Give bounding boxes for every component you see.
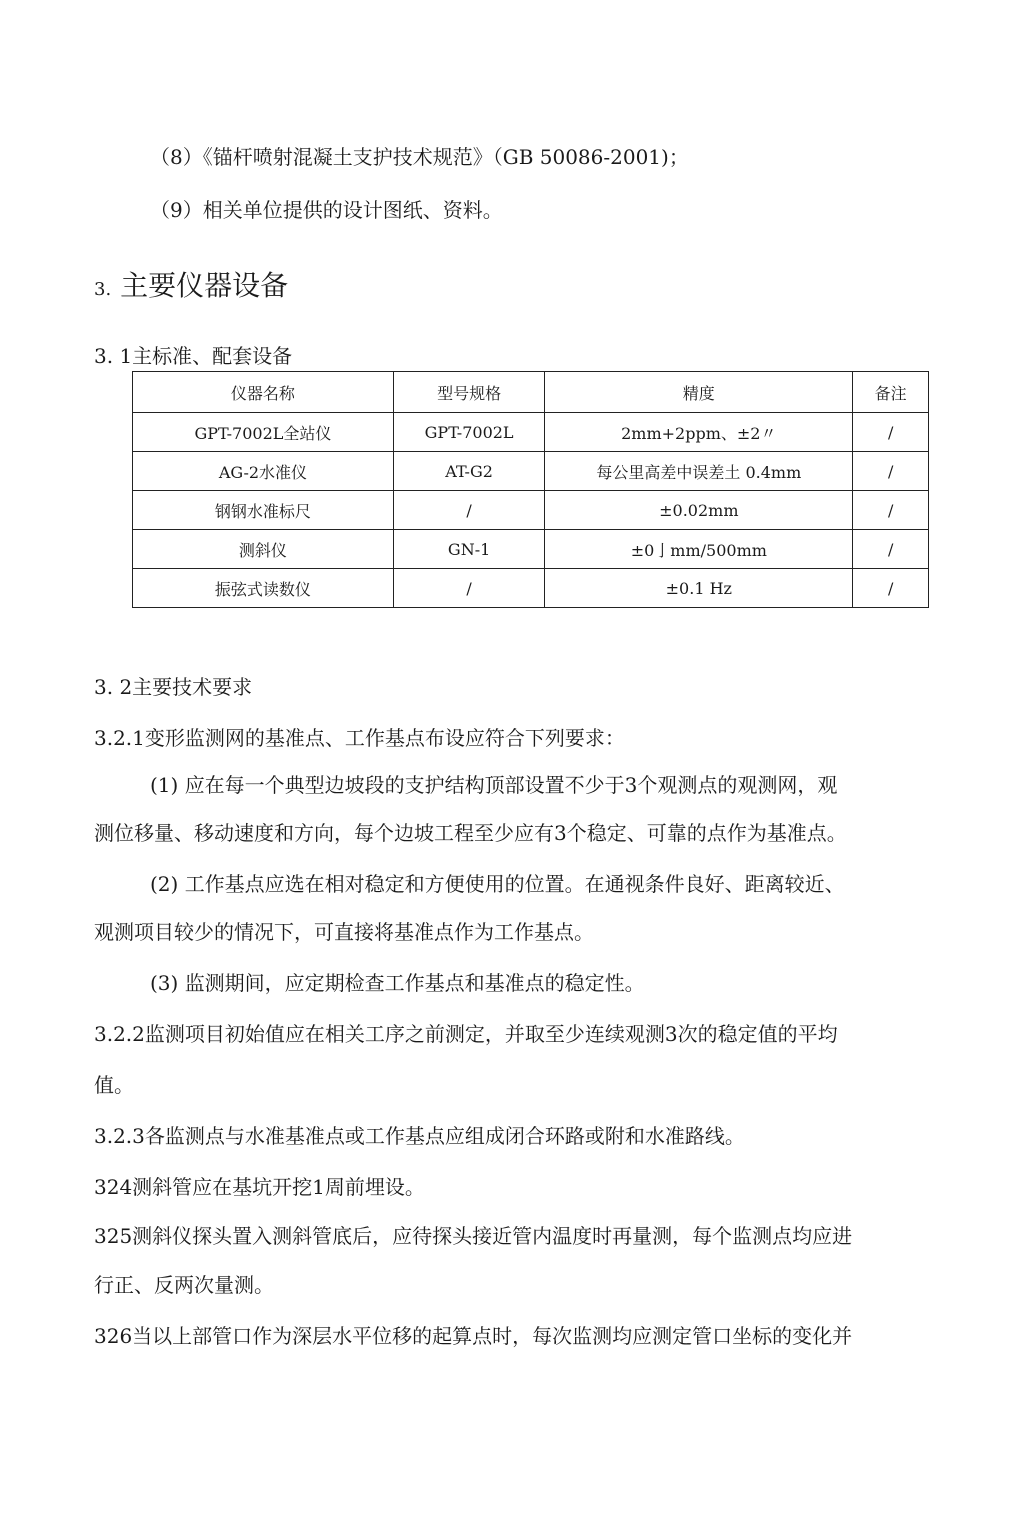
table-cell: 2mm+2ppm、±2〃	[545, 413, 853, 452]
reference-item-9: （9）相关单位提供的设计图纸、资料。	[150, 198, 503, 222]
table-row	[133, 452, 929, 491]
table-header-row	[133, 372, 929, 413]
subsection-heading-3-1: 3. 1主标准、配套设备	[94, 344, 293, 368]
table-cell: /	[853, 491, 929, 530]
table-cell: GPT-7002L	[393, 413, 544, 452]
section-heading	[94, 268, 288, 308]
reference-item-8: （8）《锚杆喷射混凝土支护技术规范》（GB 50086-2001)；	[150, 145, 689, 169]
table-row	[133, 569, 929, 608]
list-item-2-line-1: (2) 工作基点应选在相对稳定和方便使用的位置。在通视条件良好、距离较近、	[150, 872, 845, 896]
table-cell: 振弦式读数仪	[133, 569, 394, 608]
table-cell: /	[853, 413, 929, 452]
table-cell: GPT-7002L全站仪	[133, 413, 394, 452]
section-number: 3.	[94, 279, 112, 300]
table-cell: 钢钢水准标尺	[133, 491, 394, 530]
table-cell: 测斜仪	[133, 530, 394, 569]
table-cell: /	[393, 569, 544, 608]
subsection-heading-3-2: 3. 2主要技术要求	[94, 675, 253, 699]
list-item-1-line-1: (1) 应在每一个典型边坡段的支护结构顶部设置不少于3个观测点的观测网，观	[150, 773, 838, 797]
paragraph-3-2-2-line-1: 3.2.2监测项目初始值应在相关工序之前测定，并取至少连续观测3次的稳定值的平均	[94, 1022, 838, 1046]
table-cell: ±0.02mm	[545, 491, 853, 530]
paragraph-3-2-4: 324测斜管应在基坑开挖1周前埋设。	[94, 1175, 425, 1199]
table-cell: /	[853, 452, 929, 491]
table-row	[133, 491, 929, 530]
table-cell: GN-1	[393, 530, 544, 569]
table-cell: ±0亅mm/500mm	[545, 530, 853, 569]
table-cell: AT-G2	[393, 452, 544, 491]
table-header-cell: 仪器名称	[133, 372, 394, 413]
paragraph-3-2-5-line-1: 325测斜仪探头置入测斜管底后，应待探头接近管内温度时再量测，每个监测点均应进	[94, 1224, 853, 1248]
paragraph-3-2-1: 3.2.1变形监测网的基准点、工作基点布设应符合下列要求：	[94, 726, 625, 750]
table-cell: /	[853, 569, 929, 608]
table-cell: AG-2水准仪	[133, 452, 394, 491]
list-item-1-line-2: 测位移量、移动速度和方向，每个边坡工程至少应有3个稳定、可靠的点作为基准点。	[94, 821, 847, 845]
equipment-table	[132, 371, 929, 608]
paragraph-3-2-2-line-2: 值。	[94, 1073, 134, 1097]
table-header-cell: 精度	[545, 372, 853, 413]
table-row	[133, 530, 929, 569]
table-cell: /	[393, 491, 544, 530]
paragraph-3-2-5-line-2: 行正、反两次量测。	[94, 1273, 274, 1297]
table-header-cell: 备注	[853, 372, 929, 413]
table-header-cell: 型号规格	[393, 372, 544, 413]
table-row	[133, 413, 929, 452]
table-cell: /	[853, 530, 929, 569]
list-item-3: (3) 监测期间，应定期检查工作基点和基准点的稳定性。	[150, 971, 645, 995]
paragraph-3-2-3: 3.2.3各监测点与水准基准点或工作基点应组成闭合环路或附和水准路线。	[94, 1124, 745, 1148]
table-cell: 每公里高差中误差土 0.4mm	[545, 452, 853, 491]
section-title: 主要仪器设备	[120, 269, 289, 302]
table-cell: ±0.1 Hz	[545, 569, 853, 608]
list-item-2-line-2: 观测项目较少的情况下，可直接将基准点作为工作基点。	[94, 920, 594, 944]
paragraph-3-2-6: 326当以上部管口作为深层水平位移的起算点时，每次监测均应测定管口坐标的变化并	[94, 1324, 853, 1348]
